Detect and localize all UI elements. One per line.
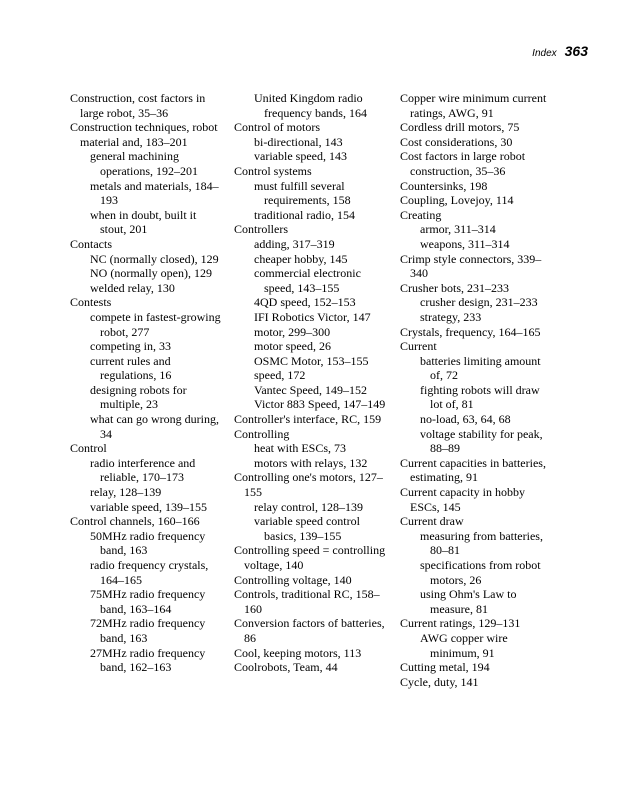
index-subentry: radio interference and reliable, 170–173 xyxy=(90,455,196,485)
index-subentry: compete in fastest-growing robot, 277 xyxy=(90,309,221,339)
index-entry: Cycle, duty, 141 xyxy=(400,674,479,689)
index-subentry: NO (normally open), 129 xyxy=(90,266,212,281)
index-subentry: Vantec Speed, 149–152 xyxy=(254,382,367,397)
index-subentry: motors with relays, 132 xyxy=(254,455,368,470)
index-subentry: motor speed, 26 xyxy=(254,339,331,354)
index-entry: Control of motors xyxy=(234,120,320,135)
index-entry: Current xyxy=(400,339,437,354)
index-entry: Conversion factors of batteries, 86 xyxy=(234,616,385,645)
index-subentry: bi-directional, 143 xyxy=(254,134,343,149)
running-head: Index xyxy=(532,48,557,59)
index-entry: Controls, traditional RC, 158–160 xyxy=(234,587,380,616)
index-entry: Cost considerations, 30 xyxy=(400,134,513,149)
index-subentry: relay control, 128–139 xyxy=(254,499,363,514)
index-subentry: radio frequency crystals, 164–165 xyxy=(90,558,209,587)
index-entry: Controlling one's motors, 127–155 xyxy=(234,470,383,500)
index-entry: Contacts xyxy=(70,236,112,251)
index-entry: Control xyxy=(70,441,107,456)
index-entry: Cool, keeping motors, 113 xyxy=(234,645,362,660)
index-subentry: when in doubt, built it stout, 201 xyxy=(90,207,197,237)
index-subentry: AWG copper wire minimum, 91 xyxy=(420,630,508,660)
index-entry: Crimp style connectors, 339–340 xyxy=(400,251,542,281)
index-subentry: fighting robots will draw lot of, 81 xyxy=(420,382,540,412)
index-subentry: using Ohm's Law to measure, 81 xyxy=(420,587,517,616)
index-subentry: variable speed, 139–155 xyxy=(90,499,207,514)
index-column-2 xyxy=(234,91,390,675)
index-entry: Controller's interface, RC, 159 xyxy=(234,412,382,427)
index-subentry: weapons, 311–314 xyxy=(420,236,510,251)
index-entry: Current draw xyxy=(400,514,464,529)
index-subentry: voltage stability for peak, 88–89 xyxy=(420,426,543,456)
index-entry: Countersinks, 198 xyxy=(400,178,488,193)
index-entry: Copper wire minimum current ratings, AWG, 91 xyxy=(400,91,547,120)
index-subentry: current rules and regulations, 16 xyxy=(90,353,172,383)
index-subentry: competing in, 33 xyxy=(90,339,171,354)
index-entry: Controlling xyxy=(234,426,290,441)
index-entry: Cost factors in large robot construction, 35–36 xyxy=(400,149,526,178)
index-subentry: 4QD speed, 152–153 xyxy=(254,295,356,310)
index-subentry: 27MHz radio frequency band, 162–163 xyxy=(90,645,206,675)
index-entry: Coolrobots, Team, 44 xyxy=(234,660,338,675)
index-subentry: variable speed, 143 xyxy=(254,149,347,164)
index-subentry: what can go wrong during, 34 xyxy=(90,412,219,441)
index-entry: Current capacity in hobby ESCs, 145 xyxy=(400,485,525,514)
index-subentry: specifications from robot motors, 26 xyxy=(420,558,541,587)
index-subentry: crusher design, 231–233 xyxy=(420,295,538,310)
index-subentry: welded relay, 130 xyxy=(90,280,175,295)
index-subentry: adding, 317–319 xyxy=(254,236,335,251)
index-subentry: 75MHz radio frequency band, 163–164 xyxy=(90,587,206,616)
index-entry: Current capacities in batteries, estimating, 91 xyxy=(400,455,546,485)
index-entry: Control systems xyxy=(234,163,312,178)
index-subentry: commercial electronic speed, 143–155 xyxy=(254,266,361,295)
index-entry: Controlling voltage, 140 xyxy=(234,572,352,587)
index-subentry: 72MHz radio frequency band, 163 xyxy=(90,616,206,645)
index-entry: Crystals, frequency, 164–165 xyxy=(400,324,541,339)
index-subentry: armor, 311–314 xyxy=(420,222,496,237)
index-column-1 xyxy=(70,91,222,675)
index-entry: Cutting metal, 194 xyxy=(400,660,490,675)
index-subentry: speed, 172 xyxy=(254,368,306,383)
index-subentry: traditional radio, 154 xyxy=(254,207,355,222)
index-entry: Control channels, 160–166 xyxy=(70,514,200,529)
index-column-3 xyxy=(400,91,552,689)
index-subentry: batteries limiting amount of, 72 xyxy=(420,353,541,383)
index-subentry: no-load, 63, 64, 68 xyxy=(420,412,511,427)
index-subentry: 50MHz radio frequency band, 163 xyxy=(90,528,206,558)
index-subentry: designing robots for multiple, 23 xyxy=(90,382,187,412)
index-entry: Coupling, Lovejoy, 114 xyxy=(400,193,514,208)
index-entry: Construction, cost factors in large robot, 35–36 xyxy=(70,91,206,120)
index-subentry: strategy, 233 xyxy=(420,309,482,324)
index-subentry: NC (normally closed), 129 xyxy=(90,251,219,266)
index-subentry: variable speed control basics, 139–155 xyxy=(254,514,360,543)
index-subentry: heat with ESCs, 73 xyxy=(254,441,346,456)
page-number: 363 xyxy=(564,43,588,59)
index-entry: Contests xyxy=(70,295,112,310)
index-subentry: must fulfill several requirements, 158 xyxy=(254,178,351,208)
index-subentry: IFI Robotics Victor, 147 xyxy=(254,309,371,324)
index-entry: Current ratings, 129–131 xyxy=(400,616,521,631)
index-subentry: United Kingdom radio frequency bands, 164 xyxy=(254,91,367,120)
index-entry: Cordless drill motors, 75 xyxy=(400,120,520,135)
index-entry: Controlling speed = controlling voltage, 140 xyxy=(234,543,386,572)
index-subentry: Victor 883 Speed, 147–149 xyxy=(254,397,386,412)
index-entry: Crusher bots, 231–233 xyxy=(400,280,509,295)
page-header xyxy=(532,43,588,59)
index-entry: Creating xyxy=(400,207,442,222)
index-entry: Construction techniques, robot material and, 183–201 xyxy=(70,120,218,149)
index-subentry: cheaper hobby, 145 xyxy=(254,251,348,266)
index-subentry: metals and materials, 184–193 xyxy=(90,178,219,208)
index-subentry: relay, 128–139 xyxy=(90,485,162,500)
index-entry: Controllers xyxy=(234,222,288,237)
index-subentry: OSMC Motor, 153–155 xyxy=(254,353,369,368)
index-subentry: general machining operations, 192–201 xyxy=(90,149,198,178)
index-subentry: motor, 299–300 xyxy=(254,324,331,339)
index-subentry: measuring from batteries, 80–81 xyxy=(420,528,543,558)
